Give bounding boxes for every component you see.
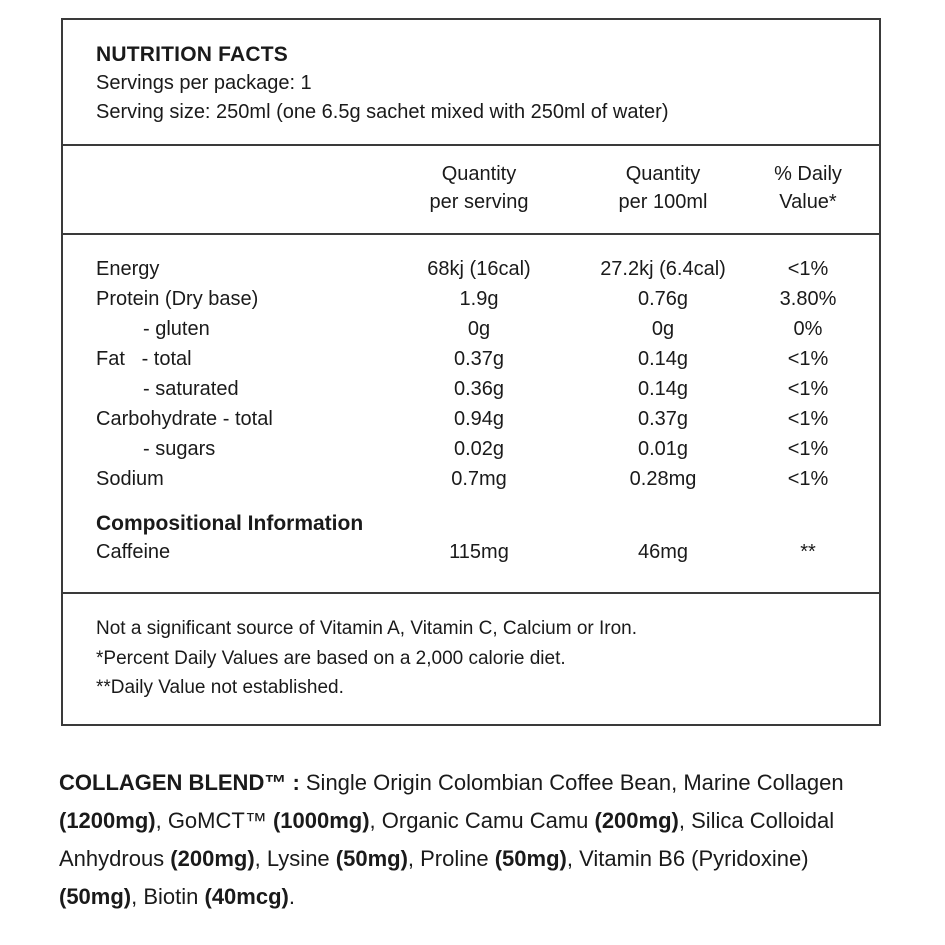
- value-per-100ml: 27.2kj (6.4cal): [600, 258, 726, 280]
- ingredient-text: Single Origin Colombian Coffee Bean, Marine Collagen: [299, 770, 844, 795]
- table-row: [63, 468, 879, 498]
- ingredient-text: , Lysine: [254, 846, 336, 871]
- value-per-100ml: 0g: [651, 318, 675, 340]
- column-headers: [63, 146, 879, 235]
- value-daily: <1%: [787, 258, 829, 280]
- table-row-caffeine: [63, 541, 879, 571]
- ingredient-text: , Proline: [407, 846, 495, 871]
- nutrient-label: Caffeine: [96, 541, 171, 563]
- value-daily: <1%: [787, 378, 829, 400]
- value-daily: **: [800, 541, 816, 563]
- value-per-100ml: 46mg: [637, 541, 689, 563]
- nutrient-label: Energy: [96, 258, 160, 280]
- ingredient-text: , Organic Camu Camu: [369, 808, 595, 833]
- value-daily: 0%: [793, 318, 823, 340]
- footnote: Not a significant source of Vitamin A, Vitamin C, Calcium or Iron.: [96, 618, 638, 639]
- panel-title: NUTRITION FACTS: [96, 43, 288, 66]
- value-per-100ml: 0.76g: [637, 288, 689, 310]
- nutrient-label: Protein (Dry base): [96, 288, 259, 310]
- column-header-per-serving: [399, 160, 559, 216]
- value-daily: <1%: [787, 468, 829, 490]
- table-row: [63, 438, 879, 468]
- value-per-100ml: 0.14g: [637, 348, 689, 370]
- nutrient-label: Carbohydrate - total: [96, 408, 273, 430]
- ingredient-amount: (200mg): [170, 846, 255, 871]
- ingredient-text: , Vitamin B6 (Pyridoxine): [566, 846, 809, 871]
- nutrient-label: Fat - total: [96, 348, 192, 370]
- value-daily: <1%: [787, 348, 829, 370]
- column-header-line: per serving: [429, 191, 529, 213]
- value-per-serving: 0g: [467, 318, 491, 340]
- table-row: [63, 258, 879, 288]
- ingredient-amount: (50mg): [335, 846, 408, 871]
- table-row: [63, 288, 879, 318]
- value-per-serving: 0.7mg: [451, 468, 507, 490]
- value-per-serving: 0.02g: [453, 438, 505, 460]
- column-header-per-100ml: [583, 160, 743, 216]
- ingredient-text: , Biotin: [131, 884, 205, 909]
- column-header-line: % Daily: [774, 163, 842, 185]
- servings-per-package: Servings per package: 1: [96, 72, 312, 94]
- compositional-info-heading: Compositional Information: [96, 512, 364, 535]
- ingredient-text: .: [288, 884, 295, 909]
- value-per-100ml: 0.37g: [637, 408, 689, 430]
- footnote: **Daily Value not established.: [96, 677, 344, 698]
- table-row: [63, 318, 879, 348]
- ingredient-text: , GoMCT™: [155, 808, 273, 833]
- ingredient-amount: (50mg): [59, 884, 132, 909]
- column-header-line: Quantity: [625, 163, 701, 185]
- value-daily: <1%: [787, 408, 829, 430]
- collagen-blend-ingredients: [59, 764, 889, 916]
- ingredient-amount: (200mg): [594, 808, 679, 833]
- table-row: [63, 378, 879, 408]
- value-per-serving: 68kj (16cal): [427, 258, 531, 280]
- panel-header: [63, 20, 879, 146]
- value-per-serving: 0.36g: [453, 378, 505, 400]
- ingredient-text: , Silica Colloidal Anhydrous: [59, 808, 835, 871]
- nutrition-facts-panel: [61, 18, 881, 726]
- column-header-line: Quantity: [441, 163, 517, 185]
- value-per-serving: 0.37g: [453, 348, 505, 370]
- column-header-line: per 100ml: [618, 191, 708, 213]
- value-daily: 3.80%: [779, 288, 837, 310]
- serving-size: Serving size: 250ml (one 6.5g sachet mixed with 250ml of water): [96, 101, 669, 123]
- footnote: *Percent Daily Values are based on a 2,000 calorie diet.: [96, 648, 566, 669]
- ingredient-amount: (1200mg): [59, 808, 156, 833]
- footnotes: [63, 592, 879, 726]
- value-per-100ml: 0.28mg: [629, 468, 697, 490]
- nutrient-label: - sugars: [143, 438, 216, 460]
- nutrient-label: - saturated: [143, 378, 239, 400]
- value-daily: <1%: [787, 438, 829, 460]
- nutrient-label: - gluten: [143, 318, 210, 340]
- ingredient-amount: (50mg): [494, 846, 567, 871]
- ingredient-amount: (1000mg): [272, 808, 370, 833]
- value-per-serving: 115mg: [449, 541, 509, 563]
- table-row: [63, 408, 879, 438]
- ingredient-amount: (40mcg): [204, 884, 289, 909]
- value-per-100ml: 0.01g: [637, 438, 689, 460]
- value-per-serving: 1.9g: [459, 288, 499, 310]
- value-per-serving: 0.94g: [453, 408, 505, 430]
- blend-heading: COLLAGEN BLEND™ :: [59, 770, 300, 795]
- value-per-100ml: 0.14g: [637, 378, 689, 400]
- nutrient-label: Sodium: [96, 468, 164, 490]
- table-row: [63, 348, 879, 378]
- column-header-daily-value: [738, 160, 878, 216]
- column-header-line: Value*: [779, 191, 837, 213]
